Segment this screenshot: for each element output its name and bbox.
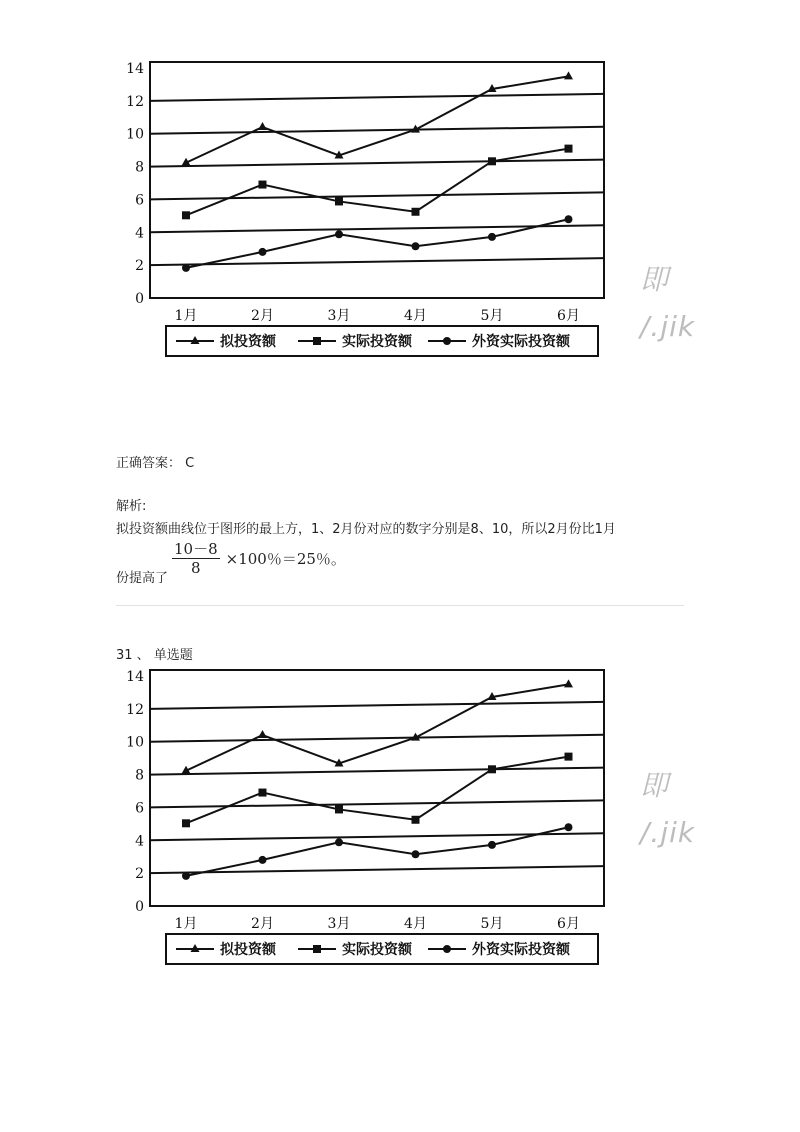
series-line-2 (186, 149, 569, 216)
x-tick-label: 5月 (480, 308, 504, 324)
x-tick-label: 4月 (404, 308, 427, 324)
watermark-line2: /.jik (640, 816, 696, 849)
data-point-triangle (258, 122, 267, 130)
y-tick-label: 6 (135, 800, 144, 817)
data-point-circle (182, 872, 190, 880)
x-tick-label: 1月 (174, 916, 198, 932)
x-tick-label: 2月 (251, 916, 274, 932)
formula-tail: ×100％＝25％。 (225, 550, 346, 568)
question-header: 31 、 单选题 (116, 648, 193, 663)
data-point-triangle (564, 71, 573, 79)
formula-fraction (172, 540, 220, 577)
x-tick-label: 1月 (174, 308, 198, 324)
series-line-1 (186, 76, 569, 162)
data-point-square (412, 816, 420, 824)
gridline (150, 127, 604, 134)
gridline (150, 735, 604, 742)
y-tick-label: 4 (135, 833, 144, 850)
y-tick-label: 12 (126, 93, 144, 110)
legend-marker-square (313, 337, 321, 345)
gridline (150, 192, 604, 199)
y-tick-label: 2 (135, 866, 144, 883)
data-point-square (335, 805, 343, 813)
series-line-1 (186, 684, 569, 770)
legend-label: 外资实际投资额 (472, 334, 570, 350)
data-point-circle (259, 856, 267, 864)
legend-marker-circle (443, 337, 451, 345)
x-tick-label: 6月 (557, 308, 580, 324)
data-point-circle (412, 242, 420, 250)
watermark-line1: 即 (640, 263, 670, 296)
chart-1 (108, 60, 628, 370)
data-point-circle (488, 233, 496, 241)
legend-marker-circle (443, 945, 451, 953)
chart-2 (108, 668, 628, 978)
data-point-square (259, 789, 267, 797)
legend-label: 实际投资额 (342, 942, 412, 958)
watermark-line2: /.jik (640, 310, 696, 343)
x-tick-label: 3月 (327, 308, 351, 324)
data-point-square (182, 819, 190, 827)
data-point-square (565, 145, 573, 153)
y-tick-label: 14 (126, 669, 144, 685)
x-tick-label: 5月 (480, 916, 504, 932)
y-tick-label: 2 (135, 258, 144, 275)
data-point-circle (565, 823, 573, 831)
y-tick-label: 8 (135, 767, 144, 784)
analysis-title: 解析: (116, 499, 147, 514)
legend-marker-square (313, 945, 321, 953)
chart-1-svg (108, 60, 628, 370)
x-tick-label: 4月 (404, 916, 427, 932)
data-point-square (412, 208, 420, 216)
data-point-circle (259, 248, 267, 256)
y-tick-label: 12 (126, 701, 144, 718)
y-tick-label: 10 (126, 126, 144, 143)
watermark-line1: 即 (640, 769, 670, 802)
legend-label: 拟投资额 (220, 942, 276, 958)
data-point-circle (335, 838, 343, 846)
data-point-square (335, 197, 343, 205)
y-tick-label: 8 (135, 159, 144, 176)
gridline (150, 702, 604, 709)
data-point-circle (488, 841, 496, 849)
formula (172, 540, 346, 577)
data-point-square (565, 753, 573, 761)
formula-denominator: 8 (191, 559, 201, 577)
legend-label: 拟投资额 (220, 334, 276, 350)
data-point-square (488, 765, 496, 773)
legend-label: 外资实际投资额 (472, 942, 570, 958)
y-tick-label: 14 (126, 61, 144, 77)
x-tick-label: 6月 (557, 916, 580, 932)
data-point-circle (335, 230, 343, 238)
y-tick-label: 6 (135, 192, 144, 209)
y-tick-label: 10 (126, 734, 144, 751)
data-point-triangle (258, 730, 267, 738)
data-point-circle (565, 215, 573, 223)
y-tick-label: 0 (135, 291, 144, 307)
formula-numerator: 10－8 (174, 540, 218, 558)
correct-answer: 正确答案： C (116, 456, 195, 471)
data-point-square (259, 181, 267, 189)
chart-2-svg (108, 668, 628, 978)
data-point-circle (412, 850, 420, 858)
y-tick-label: 0 (135, 899, 144, 915)
section-divider (116, 605, 684, 606)
data-point-square (488, 157, 496, 165)
gridline (150, 768, 604, 775)
data-point-square (182, 211, 190, 219)
data-point-triangle (564, 679, 573, 687)
legend-label: 实际投资额 (342, 334, 412, 350)
x-tick-label: 3月 (327, 916, 351, 932)
analysis-text: 拟投资额曲线位于图形的最上方，1、2月份对应的数字分别是8、10，所以2月份比1月 (116, 522, 616, 537)
gridline (150, 160, 604, 167)
series-line-2 (186, 757, 569, 824)
gridline (150, 800, 604, 807)
data-point-circle (182, 264, 190, 272)
gridline (150, 94, 604, 101)
x-tick-label: 2月 (251, 308, 274, 324)
formula-lead-text: 份提高了 (116, 571, 169, 586)
y-tick-label: 4 (135, 225, 144, 242)
